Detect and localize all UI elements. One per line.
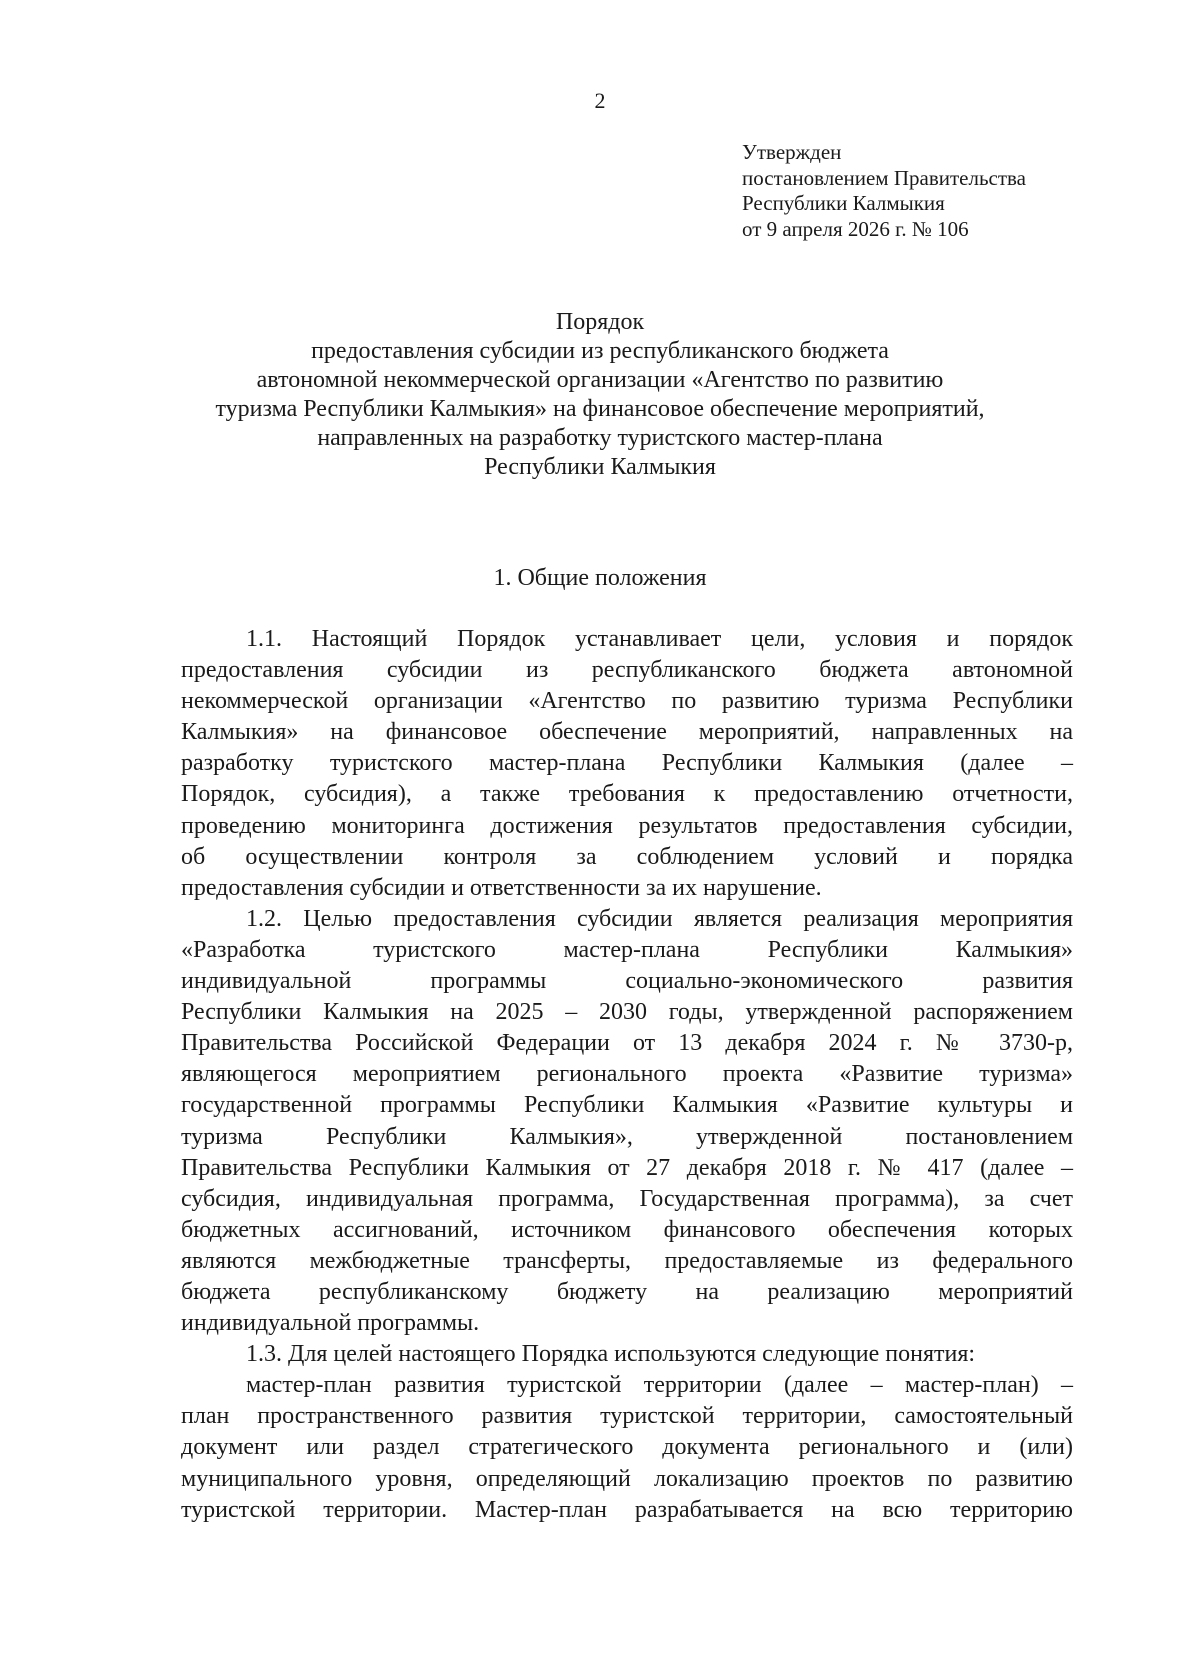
paragraph-line: туристской территории. Мастер-план разрабатывается на всю территорию [181, 1496, 1073, 1523]
title-line: направленных на разработку туристского мастер-плана [317, 425, 883, 451]
paragraph-line: Республики Калмыкия на 2025 – 2030 годы, утвержденной распоряжением [181, 999, 1073, 1026]
paragraph-line: некоммерческой организации «Агентство по развитию туризма Республики [181, 688, 1073, 715]
paragraph-line: план пространственного развития туристской территории, самостоятельный [181, 1403, 1073, 1430]
paragraph-line: являющегося мероприятием регионального проекта «Развитие туризма» [181, 1061, 1073, 1088]
paragraph-line: 1.2. Целью предоставления субсидии является реализация мероприятия [246, 905, 1073, 932]
paragraph-line: Калмыкия» на финансовое обеспечение мероприятий, направленных на [181, 719, 1073, 746]
paragraph-line: мастер-план развития туристской территории (далее – мастер-план) – [246, 1372, 1073, 1399]
approval-line: Республики Калмыкия [742, 191, 945, 215]
page-number: 2 [594, 88, 606, 113]
title-line: туризма Республики Калмыкия» на финансовое обеспечение мероприятий, [215, 396, 985, 422]
paragraph-line: государственной программы Республики Калмыкия «Развитие культуры и [181, 1092, 1073, 1119]
paragraph-line: 1.3. Для целей настоящего Порядка используются следующие понятия: [246, 1341, 976, 1368]
paragraph-line: проведению мониторинга достижения результатов предоставления субсидии, [181, 812, 1073, 839]
paragraph-line: об осуществлении контроля за соблюдением условий и порядка [181, 843, 1073, 870]
title-line: Порядок [555, 309, 645, 335]
paragraph-line: разработку туристского мастер-плана Республики Калмыкия (далее – [181, 750, 1073, 777]
paragraph-line: документ или раздел стратегического документа регионального и (или) [181, 1434, 1073, 1461]
title-line: Республики Калмыкия [484, 454, 716, 480]
paragraph-line: бюджетных ассигнований, источником финансового обеспечения которых [181, 1216, 1073, 1243]
paragraph-line: туризма Республики Калмыкия», утвержденной постановлением [181, 1123, 1073, 1150]
title-line: автономной некоммерческой организации «Агентство по развитию [256, 367, 944, 393]
paragraph-line: «Разработка туристского мастер-плана Республики Калмыкия» [181, 936, 1073, 963]
paragraph-line: Правительства Республики Калмыкия от 27 декабря 2018 г. № 417 (далее – [181, 1154, 1073, 1181]
paragraph-line: предоставления субсидии и ответственности за их нарушение. [181, 874, 822, 901]
approval-line: постановлением Правительства [742, 165, 1027, 190]
body-text [181, 624, 1073, 1526]
section-heading: 1. Общие положения [493, 565, 707, 591]
paragraph-line: предоставления субсидии из республиканского бюджета автономной [181, 657, 1073, 684]
title-line: предоставления субсидии из республиканского бюджета [311, 338, 889, 364]
approval-stamp-block [742, 140, 1162, 242]
approval-line: Утвержден [742, 140, 842, 164]
paragraph-line: 1.1. Настоящий Порядок устанавливает цели, условия и порядок [246, 626, 1073, 652]
paragraph-line: индивидуальной программы. [181, 1310, 480, 1337]
paragraph-line: Правительства Российской Федерации от 13 декабря 2024 г. № 3730-р, [181, 1030, 1073, 1057]
paragraph-line: муниципального уровня, определяющий локализацию проектов по развитию [181, 1465, 1073, 1492]
paragraph-line: Порядок, субсидия), а также требования к предоставлению отчетности, [181, 781, 1073, 808]
paragraph-line: индивидуальной программы социально-экономического развития [181, 968, 1073, 995]
document-title [120, 308, 1080, 482]
paragraph-line: бюджета республиканскому бюджету на реализацию мероприятий [181, 1278, 1073, 1305]
paragraph-line: субсидия, индивидуальная программа, Государственная программа), за счет [181, 1185, 1073, 1212]
approval-line: от 9 апреля 2026 г. № 106 [742, 216, 969, 241]
paragraph-line: являются межбюджетные трансферты, предоставляемые из федерального [181, 1247, 1073, 1274]
